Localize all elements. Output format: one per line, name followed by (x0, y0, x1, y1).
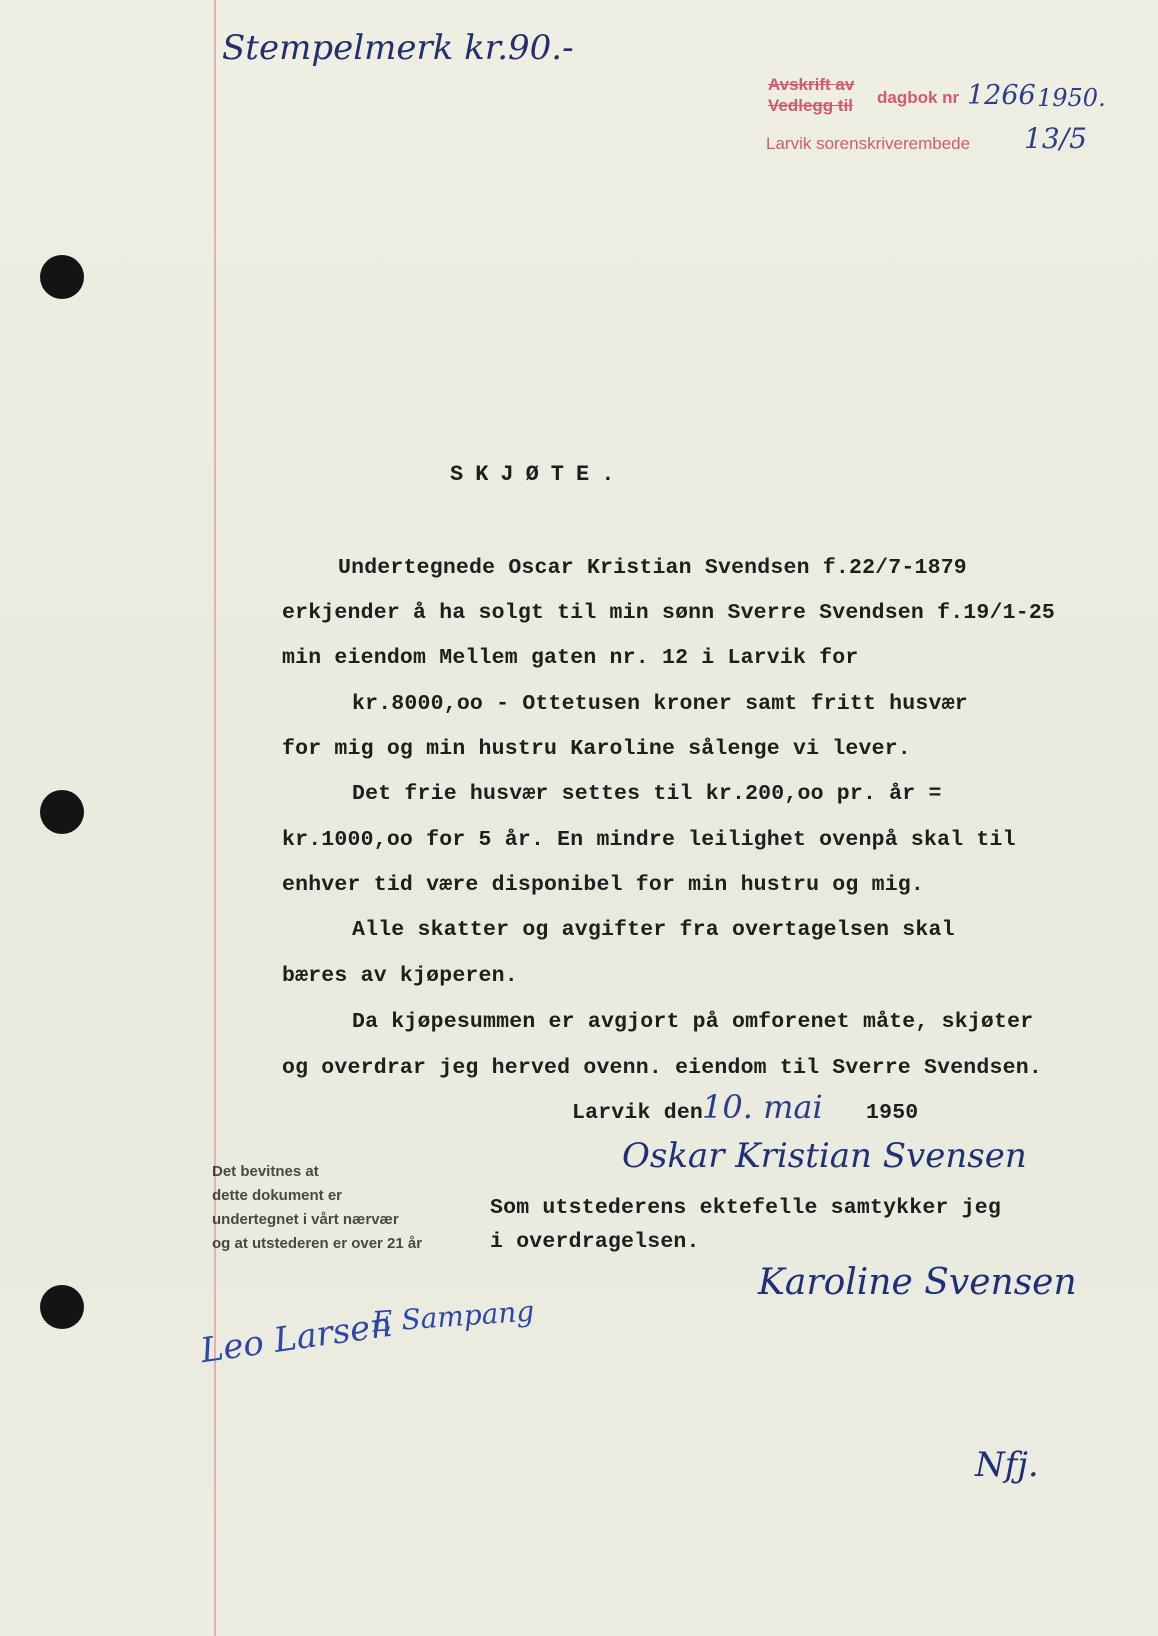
place-date-year: 1950 (866, 1101, 919, 1125)
body-line: min eiendom Mellem gaten nr. 12 i Larvik for (282, 646, 859, 670)
witness-stamp-line: Det bevitnes at (212, 1163, 319, 1180)
margin-line (214, 0, 216, 1636)
witness-signature-1: Leo Larsen (198, 1304, 395, 1372)
place-date-prefix: Larvik den (572, 1101, 704, 1125)
body-line: kr.8000,oo - Ottetusen kroner samt fritt husvær (352, 692, 968, 716)
stamp-year: 1950. (1037, 84, 1106, 112)
consent-line: i overdragelsen. (490, 1230, 700, 1254)
punch-hole-top (40, 255, 84, 299)
punch-hole-middle (40, 790, 84, 834)
place-date-handwritten: 10. mai (702, 1088, 823, 1126)
witness-stamp (212, 1160, 422, 1256)
body-line: erkjender å ha solgt til min sønn Sverre Svendsen f.19/1-25 (282, 601, 1056, 625)
witness-stamp-line: dette dokument er (212, 1187, 343, 1204)
signature-wife: Karoline Svensen (758, 1262, 1077, 1303)
stamp-date: 13/5 (1024, 122, 1087, 155)
stamp-line2: Vedlegg til (768, 96, 854, 115)
witness-signature-2: E Sampang (371, 1294, 536, 1339)
stamp-line1: Avskrift av (768, 75, 855, 94)
witness-stamp-line: undertegnet i vårt nærvær (212, 1211, 399, 1228)
signature-seller: Oskar Kristian Svensen (622, 1136, 1027, 1176)
footer-initials: Nfj. (975, 1445, 1039, 1485)
stamp-dagbok-label: dagbok nr (877, 88, 960, 107)
body-line: kr.1000,oo for 5 år. En mindre leilighet ovenpå skal til (282, 828, 1016, 852)
stamp-dagbok-number: 1266 (967, 80, 1036, 111)
consent-line: Som utstederens ektefelle samtykker jeg (490, 1196, 1001, 1220)
body-line: for mig og min hustru Karoline sålenge vi lever. (282, 737, 911, 761)
document-title: SKJØTE. (450, 462, 627, 487)
witness-stamp-line: og at utstederen er over 21 år (212, 1235, 423, 1252)
body-line: Det frie husvær settes til kr.200,oo pr. år = (352, 782, 942, 806)
body-line: og overdrar jeg herved ovenn. eiendom til Sverre Svendsen. (282, 1056, 1042, 1080)
punch-hole-bottom (40, 1285, 84, 1329)
handwritten-fee: Stempelmerk kr.90.- (222, 28, 574, 68)
stamp-office: Larvik sorenskriverembede (766, 134, 971, 153)
body-line: enhver tid være disponibel for min hustru og mig. (282, 873, 925, 897)
body-line: bæres av kjøperen. (282, 964, 518, 988)
body-line: Alle skatter og avgifter fra overtagelsen skal (352, 918, 955, 942)
body-line: Da kjøpesummen er avgjort på omforenet måte, skjøter (352, 1010, 1034, 1034)
body-line: Undertegnede Oscar Kristian Svendsen f.22/7-1879 (338, 556, 967, 580)
